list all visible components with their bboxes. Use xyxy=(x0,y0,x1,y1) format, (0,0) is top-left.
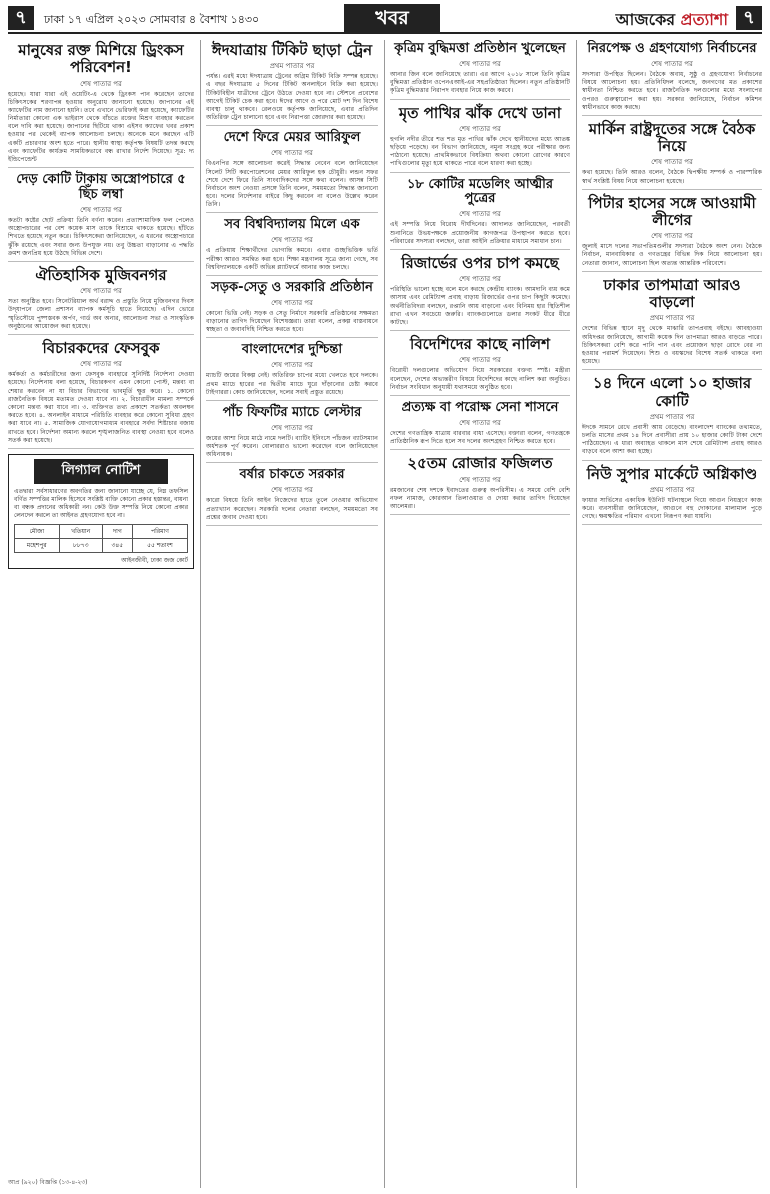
headline: ঐতিহাসিক মুজিবনগর xyxy=(35,266,167,284)
date-line: ঢাকা ১৭ এপ্রিল ২০২৩ সোমবার ৪ বৈশাখ ১৪৩০ xyxy=(44,13,260,26)
column-1 xyxy=(8,40,194,1188)
headline: ১৪ দিনে এলো ১০ হাজার কোটি xyxy=(592,374,752,410)
story-body: সদস্যরা উপস্থিত ছিলেন। বৈঠকে অবাধ, সুষ্ঠু ও গ্রহণযোগ্য নির্বাচনের বিষয়ে আলোচনা হয়। প্রতিনিধিদল বলেছে, জনগণের মত প্রকাশের স্বাধীনতা নিশ্চিত করতে হবে। রাজনৈতিক দলগুলোর মধ্যে সংলাপের ওপরও গুরুত্বারোপ করা হয়। সরকার জানিয়েছে, নির্বাচন কমিশন স্বাধীনভাবে কাজ করছে। xyxy=(582,70,762,111)
jump-line: শেষ পাতার পর xyxy=(80,206,122,215)
schedule-table xyxy=(14,524,188,553)
headline: সড়ক-সেতু ও সরকারি প্রতিষ্ঠান xyxy=(211,279,373,295)
jump-line: শেষ পাতার পর xyxy=(651,232,693,241)
jump-line: প্রথম পাতার পর xyxy=(649,485,695,494)
story-body: কতটা কষ্টের ছোট প্রক্রিয়া তিনি বর্ণনা করেন। প্রত্যাশামাফিক ফল পেলেও অস্ত্রোপচারের পর বেশ কয়েক মাস তাকে বিশ্রামে থাকতে হয়েছে। হাঁটতে শিখতে হয়েছে নতুন করে। চিকিৎসকেরা জানিয়েছেন, এ ধরনের অস্ত্রোপচারে ঝুঁকি রয়েছে এবং সবার জন্য উপযুক্ত নয়। তবু উচ্চতা বাড়ানোর এ পদ্ধতি ক্রমশ জনপ্রিয় হয়ে উঠছে বিভিন্ন দেশে। xyxy=(8,217,194,257)
story-judges-facebook xyxy=(8,340,194,449)
story-government xyxy=(206,468,378,526)
jump-line: প্রথম পাতার পর xyxy=(649,412,695,421)
headline: কৃত্রিম বুদ্ধিমত্তা প্রতিষ্ঠান খুলেছেন xyxy=(394,41,566,56)
jump-line: শেষ পাতার পর xyxy=(459,210,501,219)
headline: বিচারকদের ফেসবুক xyxy=(42,339,160,357)
headline: ঢাকার তাপমাত্রা আরও বাড়লো xyxy=(603,275,741,312)
headline: পাঁচ ফিফটির ম্যাচে লেস্টার xyxy=(222,404,362,420)
story-body: দেশের গণতান্ত্রিক যাত্রায় বারবার বাধা এসেছে। বক্তারা বলেন, গণতন্ত্রকে প্রাতিষ্ঠানিক রূপ দিতে হলে সব দলের অংশগ্রহণ নিশ্চিত করতে হবে। xyxy=(390,429,570,446)
story-mujibnagar xyxy=(8,267,194,335)
story-ramadan xyxy=(390,455,570,515)
headline: মানুষের রক্ত মিশিয়ে ড্রিংকস পরিবেশন! xyxy=(18,41,184,77)
headline: পিটার হাসের সঙ্গে আওয়ামী লীগের xyxy=(588,193,756,229)
table-row xyxy=(15,538,188,552)
story-complaint-foreigners xyxy=(390,336,570,396)
jump-line: শেষ পাতার পর xyxy=(271,298,313,307)
story-bangladesh-worry xyxy=(206,343,378,401)
story-body: জুলাই মাসে দলের সভাপতিমণ্ডলীর সদস্যরা বৈঠকে অংশ নেন। বৈঠকে নির্বাচন, মানবাধিকার ও গণতন্ত্রের বিভিন্ন দিক নিয়ে আলোচনা হয়। নেতারা জানান, আলোচনা ছিল অত্যন্ত আন্তরিক পরিবেশে। xyxy=(582,243,762,267)
legal-notice-title: লিগ্যাল নোটিশ xyxy=(34,459,168,484)
headline: দেশে ফিরে মেয়র আরিফুল xyxy=(223,130,361,146)
page-number-right: ৭ xyxy=(736,6,762,30)
story-body: বিরোধী দলগুলোর অভিযোগ নিয়ে সরকারের বক্তব্য স্পষ্ট। মন্ত্রীরা বলেছেন, দেশের অভ্যন্তরীণ বিষয়ে বিদেশিদের কাছে নালিশ করা অনুচিত। নির্বাচন সংবিধান অনুযায়ী যথাসময়ে অনুষ্ঠিত হবে। xyxy=(390,367,570,391)
headline: সব বিশ্ববিদ্যালয় মিলে এক xyxy=(224,217,360,233)
jump-line: শেষ পাতার পর xyxy=(271,149,313,158)
story-body: ফায়ার সার্ভিসের একাধিক ইউনিট ঘটনাস্থলে গিয়ে আগুন নিয়ন্ত্রণে কাজ করে। ব্যবসায়ীরা জানিয়েছেন, আগুনে বহু দোকানের মালামাল পুড়ে গেছে। ক্ষয়ক্ষতির পরিমাণ এখনো নিরূপণ করা যায়নি। xyxy=(582,496,762,521)
jump-line: শেষ পাতার পর xyxy=(80,79,122,88)
story-body: দেশের বিভিন্ন স্থানে মৃদু থেকে মাঝারি তাপপ্রবাহ বইছে। আবহাওয়া অধিদপ্তর জানিয়েছে, আগামী কয়েক দিন তাপমাত্রা আরও বাড়তে পারে। চিকিৎসকরা বেশি করে পানি পান এবং প্রয়োজন ছাড়া রোদে বের না হওয়ার পরামর্শ দিয়েছেন। শিশু ও বয়স্কদের বিশেষ সতর্ক থাকতে বলা হয়েছে। xyxy=(582,325,762,366)
table-cell: ৩৪৫ xyxy=(102,538,132,552)
column-4 xyxy=(576,40,762,1188)
story-body: কর্মকর্তা ও কর্মচারীদের জন্য ফেসবুক ব্যবহারে সুনির্দিষ্ট নির্দেশনা দেওয়া হয়েছে। নির্দেশনায় বলা হয়েছে, বিচারকগণ এমন কোনো পোস্ট, মন্তব্য বা শেয়ার করবেন না যা বিচার বিভাগের ভাবমূর্তি ক্ষুণ্ণ করে। ১. কোনো রাজনৈতিক বিষয়ে মতামত দেওয়া যাবে না। ২. বিচারাধীন মামলা সম্পর্কে কোনো মন্তব্য করা যাবে না। ৩. ব্যক্তিগত তথ্য প্রকাশে সতর্কতা অবলম্বন করতে হবে। ৪. অনলাইন মাধ্যমে পরিচিতি ব্যবহার করে কোনো সুবিধা গ্রহণ করা যাবে না। ৫. সামাজিক যোগাযোগমাধ্যম ব্যবহারে সর্বদা শিষ্টাচার বজায় রাখতে হবে। নির্দেশনা অমান্য করলে শৃঙ্খলাজনিত ব্যবস্থা নেওয়া হবে বলেও সতর্ক করা হয়েছে। xyxy=(8,371,194,444)
story-us-ambassador xyxy=(582,121,762,190)
story-dead-birds xyxy=(390,105,570,173)
headline: বাংলাদেশের দুশ্চিন্তা xyxy=(241,342,343,358)
table-cell: ৮৮৭৩ xyxy=(59,538,102,552)
jump-line: শেষ পাতার পর xyxy=(271,236,313,245)
jump-line: শেষ পাতার পর xyxy=(271,423,313,432)
story-new-market-fire xyxy=(582,466,762,526)
jump-line: শেষ পাতার পর xyxy=(459,418,501,427)
table-cell: ৫৫ শতাংশ xyxy=(132,538,187,552)
brand-part-1: আজকের xyxy=(615,10,676,29)
story-reserve xyxy=(390,255,570,331)
story-body: জয়ের আশা নিয়ে মাঠে নামে দলটি। ব্যাটিং ইনিংসে পাঁচজন ব্যাটসম্যান অর্ধশতক পূর্ণ করেন। বোলাররাও ভালো করেছেন বলে জানিয়েছেন অধিনায়ক। xyxy=(206,434,378,459)
jump-line: প্রথম পাতার পর xyxy=(269,62,315,71)
story-body: কারো বিষয়ে তিনি আইন নিজেদের হাতে তুলে নেওয়ার অভিযোগ প্রত্যাখ্যান করেছেন। সরকারি দলের নেতারা বলছেন, সময়মতো সব প্রশ্নের জবাব দেওয়া হবে। xyxy=(206,497,378,521)
jump-line: শেষ পাতার পর xyxy=(271,486,313,495)
story-leicester xyxy=(206,406,378,464)
jump-line: শেষ পাতার পর xyxy=(271,361,313,370)
story-body: আনার জিন বলে জানিয়েছে তারা। এর আগে ২০১৮ সালে তিনি কৃত্রিম বুদ্ধিমত্তা প্রতিষ্ঠান ওপেনএআই-এর সহপ্রতিষ্ঠাতা ছিলেন। নতুন প্রতিষ্ঠানটি কৃত্রিম বুদ্ধিমত্তার নিরাপদ ব্যবহার নিয়ে কাজ করবে। xyxy=(390,70,570,95)
story-body: পর্যন্ত। এরই মধ্যে ঈদযাত্রায় ট্রেনের অগ্রিম টিকিট বিক্রি সম্পন্ন হয়েছে। এ বছর ঈদযাত্রায় ৫ দিনের টিকিট অনলাইনে বিক্রি করা হয়েছে। টিকিটবিহীন যাত্রীদের ট্রেনে উঠতে দেওয়া হবে না। স্টেশনে প্রবেশের আগেই টিকিট চেক করা হবে। ঈদের আগে ও পরে মোট দশ দিন বিশেষ ব্যবস্থা চালু থাকবে। রেলওয়ে কর্তৃপক্ষ জানিয়েছে, এবার প্রতিদিন অতিরিক্ত ট্রেন চালানো হবে এবং নিরাপত্তা জোরদার করা হয়েছে। xyxy=(206,73,378,122)
table-header: পরিমাণ xyxy=(132,524,187,538)
legal-notice xyxy=(8,454,194,570)
story-body: কথা হয়েছে। তিনি আরও বলেন, বৈঠকে দ্বিপক্ষীয় সম্পর্ক ও পারস্পরিক স্বার্থ সংশ্লিষ্ট বিষয় নিয়ে আলোচনা হয়েছে। xyxy=(582,169,762,185)
story-mayor-ariful xyxy=(206,131,378,213)
newspaper-logo xyxy=(616,7,728,34)
headline: নিউ সুপার মার্কেটে অগ্নিকাণ্ড xyxy=(586,464,758,483)
story-neutral-election xyxy=(582,42,762,116)
column-2 xyxy=(200,40,378,1188)
story-blood-drinks xyxy=(8,42,194,168)
story-body: হুগলি নদীর তীরে শত শত মৃত পাখির ঝাঁক দেখে স্থানীয়দের মধ্যে আতঙ্ক ছড়িয়ে পড়েছে। বন বিভাগ জানিয়েছে, নমুনা সংগ্রহ করে পরীক্ষার জন্য পাঠানো হয়েছে। প্রাথমিকভাবে বিষক্রিয়া অথবা কোনো রোগের কারণে পাখিগুলোর মৃত্যু হয়ে থাকতে পারে বলে ধারণা করা হচ্ছে। xyxy=(390,135,570,168)
story-body: ঈদকে সামনে রেখে প্রবাসী আয় বেড়েছে। বাংলাদেশ ব্যাংকের তথ্যমতে, চলতি মাসের প্রথম ১৪ দিনে প্রবাসীরা প্রায় ১০ হাজার কোটি টাকা দেশে পাঠিয়েছেন। এ ধারা অব্যাহত থাকলে মাস শেষে রেমিট্যান্স প্রবাহ আরও বাড়বে বলে আশা করা হচ্ছে। xyxy=(582,423,762,456)
story-body: হয়েছে। যারা যারা এই ওয়েটিং-এ থেকে ড্রিংকস পান করেছেন তাদের চিকিৎসকের শরণাপন্ন হওয়ার অনুরোধ জানানো হয়েছে। জাপানের এই ক্যাফেটির নাম জানানো হয়নি। তবে এখানে ভেরিফাই করা হয়েছে, ক্যাফেটির নির্মাতারা কোনো এক ভাইরাস থেকে বাঁচতে রক্তের মিশ্রণ ব্যবহার করতেন বলে দাবি করা হয়েছে। জাপানের ছিটিয়ে থাকা এইসব ক্যাফের খবর প্রকাশ হওয়ার পর থেকেই ব্যাপক আলোচনা চলছে। অনেকে মনে করছেন এটি একটি প্রচারণার অংশ হতে পারে। স্থানীয় স্বাস্থ্য কর্তৃপক্ষ বিষয়টি তদন্ত করছে এবং ক্যাফেটির কার্যক্রম সাময়িকভাবে বন্ধ রাখার নির্দেশ দিয়েছে। সূত্র: দ্য ইন্ডিপেন্ডেন্ট xyxy=(8,90,194,163)
jump-line: শেষ পাতার পর xyxy=(80,287,122,296)
headline: মৃত পাখির ঝাঁক দেখে ডানা xyxy=(398,103,562,122)
story-universities xyxy=(206,218,378,276)
headline: দেড় কোটি টাকায় অস্ত্রোপচারে ৫ ছিঁচ লম্বা xyxy=(16,172,186,203)
story-peter-haas xyxy=(582,195,762,272)
story-roads-bridges xyxy=(206,281,378,339)
story-18-crore xyxy=(390,178,570,250)
headline: ঈদযাত্রায় টিকিট ছাড়া ট্রেন xyxy=(211,41,373,59)
jump-line: প্রথম পাতার পর xyxy=(649,314,695,323)
jump-line: শেষ পাতার পর xyxy=(459,124,501,133)
page-number-left: ৭ xyxy=(8,6,34,30)
headline: প্রত্যক্ষ বা পরোক্ষ সেনা শাসনে xyxy=(401,399,559,415)
jump-line: শেষ পাতার পর xyxy=(651,158,693,167)
story-body: পরিস্থিতি ভালো হচ্ছে বলে মনে করছে কেন্দ্রীয় ব্যাংক। আমদানি ব্যয় কমে আসায় এবং রেমিট্যান্স প্রবাহ বাড়ায় রিজার্ভের ওপর চাপ কিছুটা কমেছে। অর্থনীতিবিদরা বলছেন, রপ্তানি আয় বাড়ানো এবং বিনিময় হার স্থিতিশীল রাখা এখন সবচেয়ে জরুরি। ব্যাংকগুলোতে ডলার সংকট ধীরে ধীরে কাটছে। xyxy=(390,286,570,326)
table-cell: মহেশপুর xyxy=(15,538,60,552)
legal-notice-signature: আইনজীবী, ঢাকা জজ কোর্ট xyxy=(121,556,188,564)
headline: নিরপেক্ষ ও গ্রহণযোগ্য নির্বাচনের xyxy=(587,41,757,56)
story-body: এই সম্পত্তি নিয়ে বিরোধ দীর্ঘদিনের। আদালত জানিয়েছেন, পরবর্তী শুনানিতে উভয়পক্ষকে প্রয়োজনীয় কাগজপত্র উপস্থাপন করতে হবে। পরিবারের সদস্যরা বলছেন, তারা আইনি প্রক্রিয়ার মাধ্যমে সমাধান চান। xyxy=(390,221,570,245)
headline: বর্ষার চাকতে সরকার xyxy=(239,467,345,483)
table-header: মৌজা xyxy=(15,524,60,538)
legal-notice-body: এতদ্বারা সর্বসাধারণের অবগতির জন্য জানানো যাচ্ছে যে, নিম্ন তফসিল বর্ণিত সম্পত্তির মালিক হিসেবে সংশ্লিষ্ট ব্যক্তি কোনো প্রকার হস্তান্তর, বায়না বা বন্ধক প্রদানের অধিকারী নন। কেউ উক্ত সম্পত্তি নিয়ে কোনো প্রকার লেনদেন করলে তা আইনত গ্রহণযোগ্য হবে না। xyxy=(14,487,188,519)
jump-line: শেষ পাতার পর xyxy=(651,59,693,68)
story-eid-train xyxy=(206,42,378,126)
column-3 xyxy=(384,40,570,1188)
story-body: এ প্রক্রিয়ায় শিক্ষার্থীদের ভোগান্তি কমবে। এবার গুচ্ছভিত্তিক ভর্তি পরীক্ষা আরও সমন্বিত করা হবে। শিক্ষা মন্ত্রণালয় সূত্রে জানা গেছে, সব বিশ্ববিদ্যালয়কে একটি অভিন্ন প্ল্যাটফর্মে আনার কাজ চলছে। xyxy=(206,247,378,271)
story-body: বিএনপির সঙ্গে আলোচনা করেই সিদ্ধান্ত নেবেন বলে জানিয়েছেন সিলেট সিটি করপোরেশনের মেয়র আরিফুল হক চৌধুরী। লন্ডন সফর শেষে দেশে ফিরে তিনি সাংবাদিকদের সঙ্গে কথা বলেন। আসন্ন সিটি নির্বাচনে অংশ নেওয়া প্রসঙ্গে তিনি বলেন, সময়মতো সিদ্ধান্ত জানানো হবে। দলের নির্দেশনার বাইরে কিছু করবেন না বলেও উল্লেখ করেন তিনি। xyxy=(206,160,378,209)
headline: মার্কিন রাষ্ট্রদূতের সঙ্গে বৈঠক নিয়ে xyxy=(588,119,756,156)
story-remittance xyxy=(582,375,762,460)
story-body: রমজানের শেষ দশকে ইবাদতের গুরুত্ব অপরিসীম। এ সময়ে বেশি বেশি নফল নামাজ, কোরআন তিলাওয়াত ও দোয়া করার তাগিদ দিয়েছেন আলেমরা। xyxy=(390,486,570,510)
footer-ad-code: আপ্র (৯২০) বিজ্ঞপ্তি (১৩-৪-২৩) xyxy=(8,1179,88,1186)
headline: রিজার্ভের ওপর চাপ কমছে xyxy=(401,253,559,272)
table-header: দাগ xyxy=(102,524,132,538)
masthead xyxy=(8,4,762,34)
story-body: সত্য অনুষ্ঠিত হবে। সিনেটরিয়াল অর্থ বরাদ্দ ও প্রস্তুতি নিয়ে মুজিবনগর দিবস উদ্‌যাপনে জেলা প্রশাসন ব্যাপক কর্মসূচি হাতে নিয়েছে। এদিন ভোরে স্মৃতিসৌধে পুষ্পস্তবক অর্পণ, গার্ড অব অনার, আলোচনা সভা ও সাংস্কৃতিক অনুষ্ঠানের আয়োজন করা হয়েছে। xyxy=(8,298,194,330)
table-row xyxy=(15,524,188,538)
table-header: খতিয়ান xyxy=(59,524,102,538)
jump-line: শেষ পাতার পর xyxy=(459,275,501,284)
headline: ১৮ কোটির মডেলিং আত্মীর পুত্রের xyxy=(406,176,554,207)
jump-line: শেষ পাতার পর xyxy=(459,356,501,365)
story-height-surgery xyxy=(8,173,194,262)
story-dhaka-temperature xyxy=(582,277,762,370)
headline: ২৫তম রোজার ফজিলত xyxy=(407,454,553,473)
story-military-rule xyxy=(390,401,570,450)
brand-part-2: প্রত্যাশা xyxy=(680,10,728,29)
section-title: খবর xyxy=(344,4,440,32)
headline: বিদেশিদের কাছে নালিশ xyxy=(410,335,550,354)
story-body: ম্যাচটি জয়ের বিকল্প নেই। অতিরিক্ত চাপের মধ্যে খেলতে হবে দলকে। প্রথম ম্যাচে হারের পর দ্বিতীয় ম্যাচে ঘুরে দাঁড়ানোর চেষ্টা করবে টাইগাররা। কোচ জানিয়েছেন, দলের সবাই প্রস্তুত রয়েছে। xyxy=(206,372,378,396)
jump-line: শেষ পাতার পর xyxy=(459,475,501,484)
jump-line: শেষ পাতার পর xyxy=(459,59,501,68)
jump-line: শেষ পাতার পর xyxy=(80,360,122,369)
story-body: কোনো ভিত্তি নেই। সড়ক ও সেতু নির্মাণে সরকারি প্রতিষ্ঠানের সক্ষমতা বাড়ানোর তাগিদ দিয়েছেন বিশেষজ্ঞরা। তারা বলেন, প্রকল্প বাস্তবায়নে স্বচ্ছতা ও জবাবদিহি নিশ্চিত করতে হবে। xyxy=(206,309,378,334)
story-ai-company xyxy=(390,42,570,100)
